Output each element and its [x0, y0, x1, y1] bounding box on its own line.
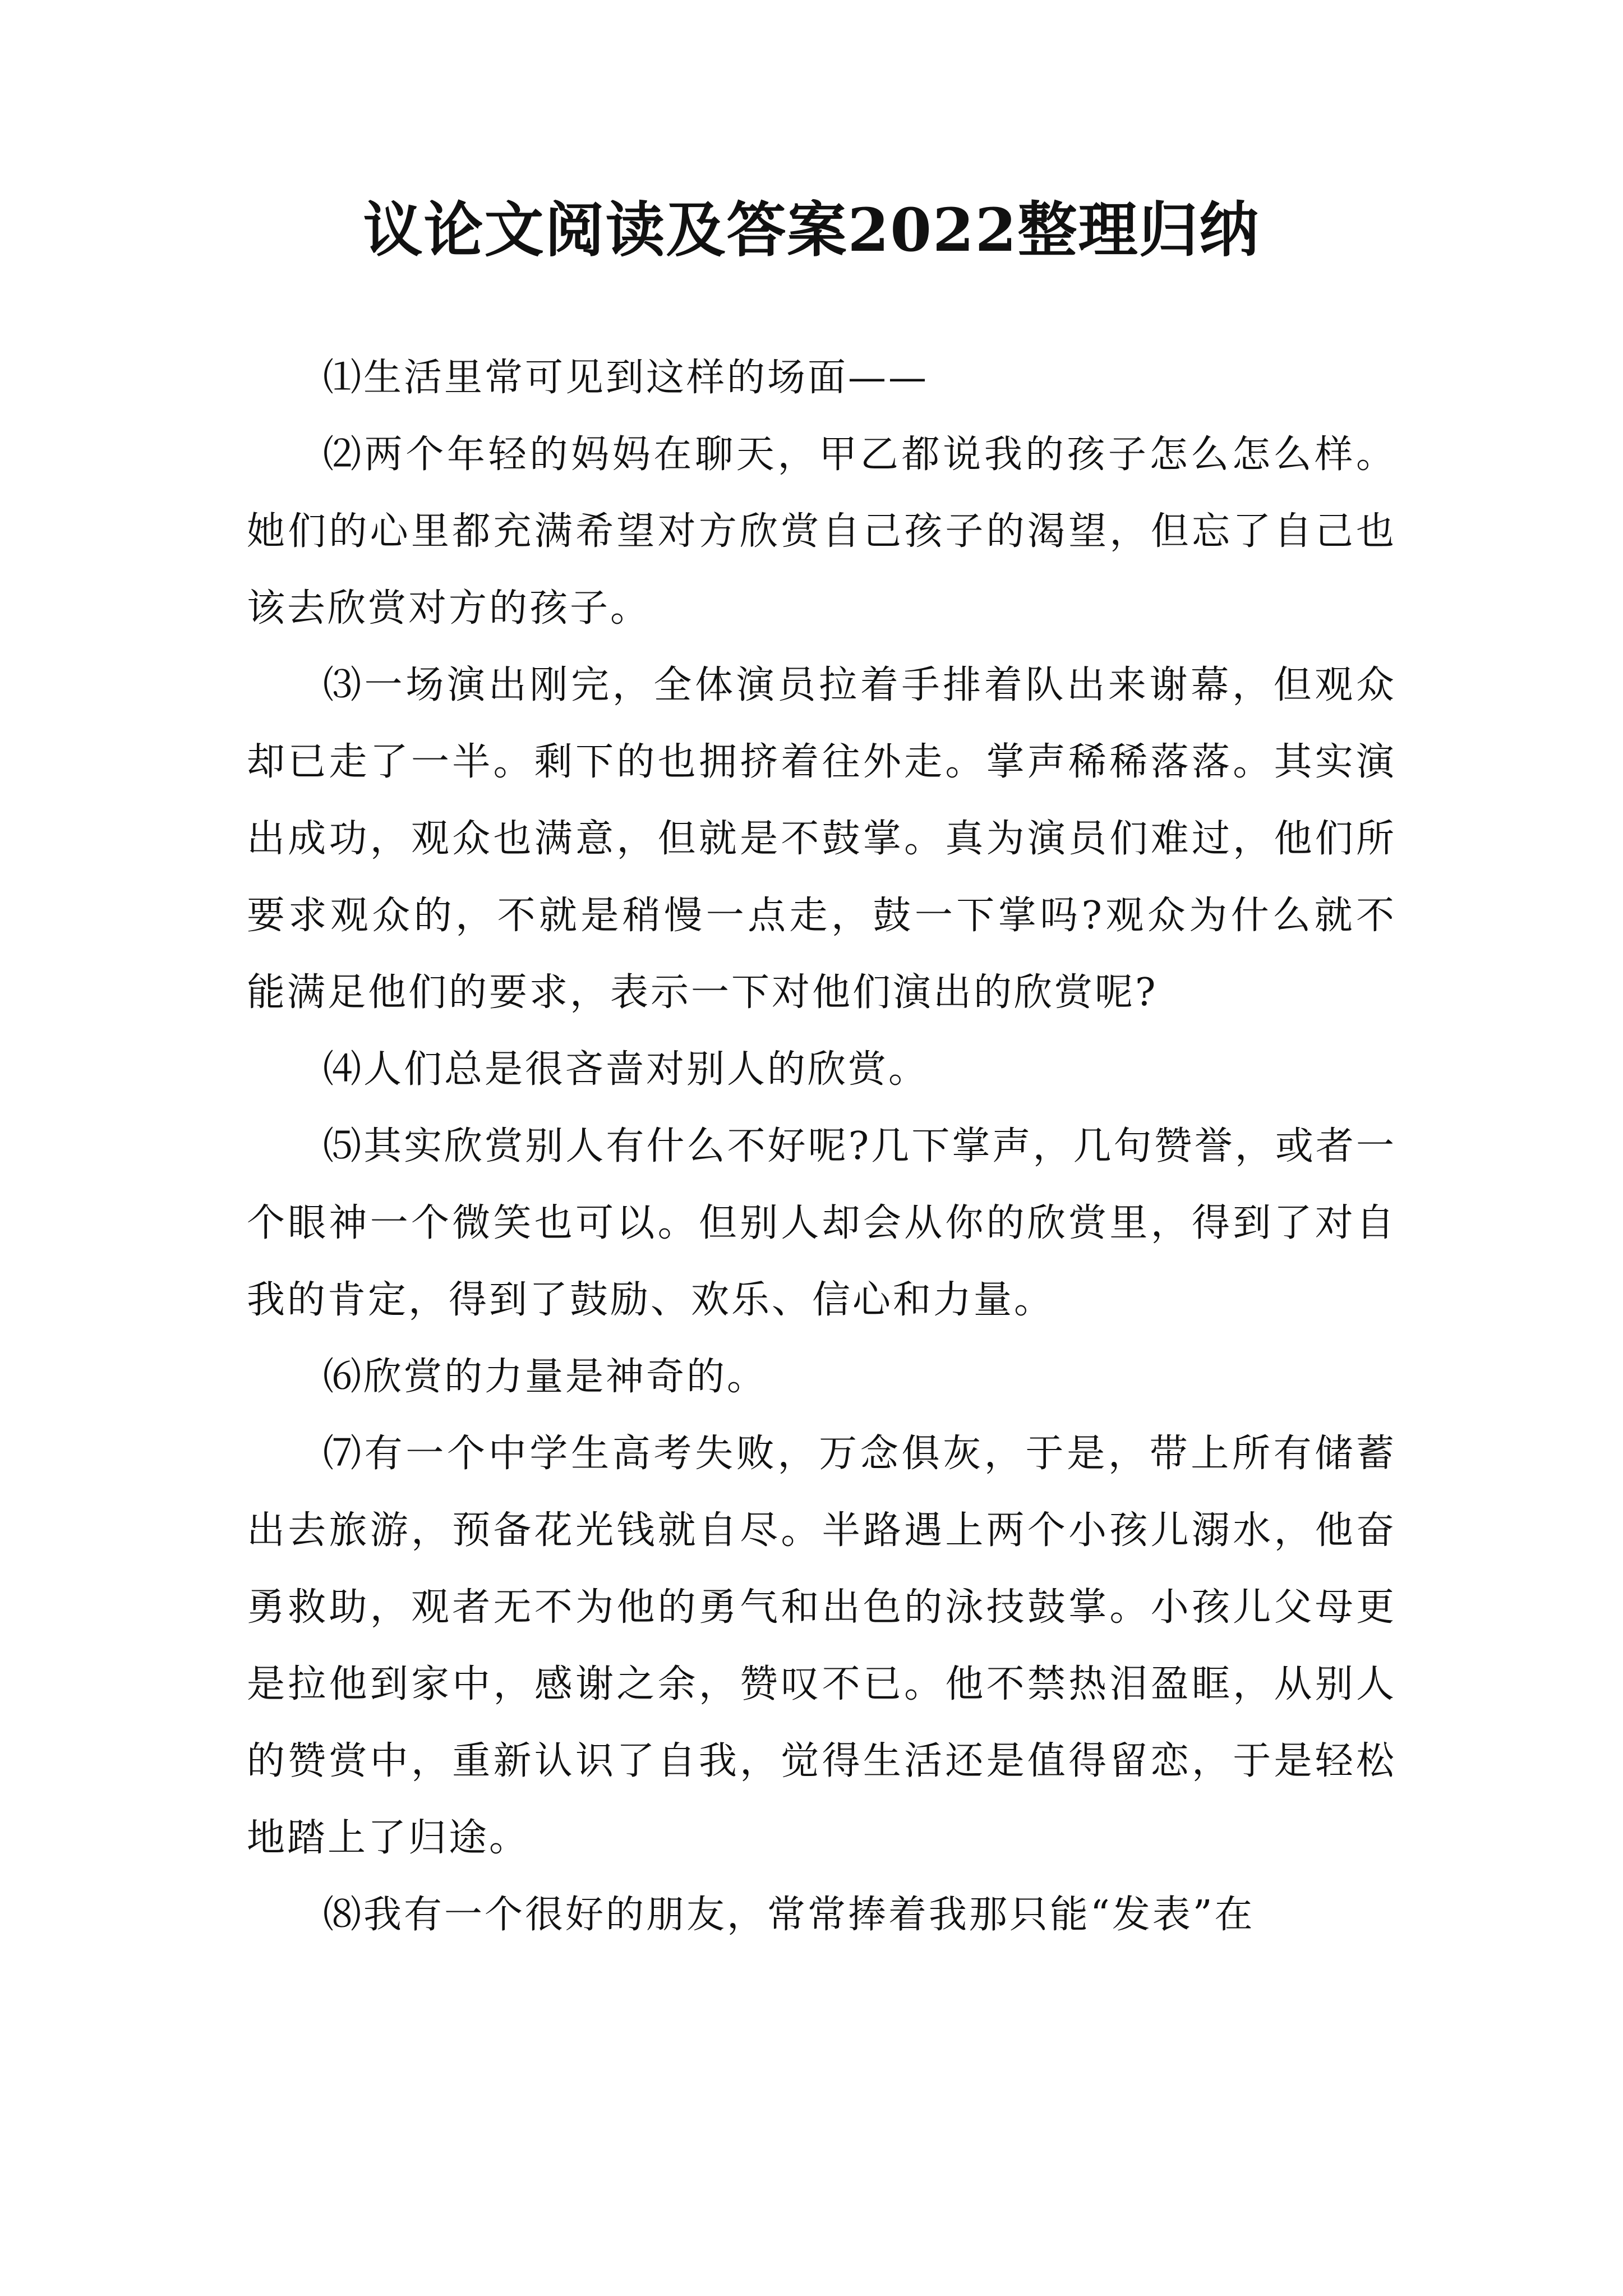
document-body: [247, 339, 1396, 1953]
paragraph-5: ⑸其实欣赏别人有什么不好呢?几下掌声，几句赞誉，或者一个眼神一个微笑也可以。但别人却会从你的欣赏里，得到了对自我的肯定，得到了鼓励、欢乐、信心和力量。: [247, 1124, 1396, 1322]
paragraph-7: ⑺有一个中学生高考失败，万念俱灰，于是，带上所有储蓄出去旅游，预备花光钱就自尽。半路遇上两个小孩儿溺水，他奋勇救助，观者无不为他的勇气和出色的泳技鼓掌。小孩儿父母更是拉他到家中，感谢之余，赞叹不已。他不禁热泪盈眶，从别人的赞赏中，重新认识了自我，觉得生活还是值得留恋，于是轻松地踏上了归途。: [247, 1432, 1396, 1860]
paragraph-3: ⑶一场演出刚完，全体演员拉着手排着队出来谢幕，但观众却已走了一半。剩下的也拥挤着往外走。掌声稀稀落落。其实演出成功，观众也满意，但就是不鼓掌。真为演员们难过，他们所要求观众的，不就是稍慢一点走，鼓一下掌吗?观众为什么就不能满足他们的要求，表示一下对他们演出的欣赏呢?: [247, 663, 1396, 1015]
paragraph-2: ⑵两个年轻的妈妈在聊天，甲乙都说我的孩子怎么怎么样。她们的心里都充满希望对方欣赏自己孩子的渴望，但忘了自己也该去欣赏对方的孩子。: [247, 432, 1396, 631]
paragraph-4: ⑷人们总是很吝啬对别人的欣赏。: [323, 1047, 929, 1092]
paragraph-8: ⑻我有一个很好的朋友，常常捧着我那只能“发表”在: [323, 1893, 1255, 1937]
document-title: 议论文阅读及答案2022整理归纳: [363, 195, 1260, 265]
paragraph-6: ⑹欣赏的力量是神奇的。: [323, 1355, 768, 1399]
paragraph-1: ⑴生活里常可见到这样的场面——: [323, 356, 929, 400]
